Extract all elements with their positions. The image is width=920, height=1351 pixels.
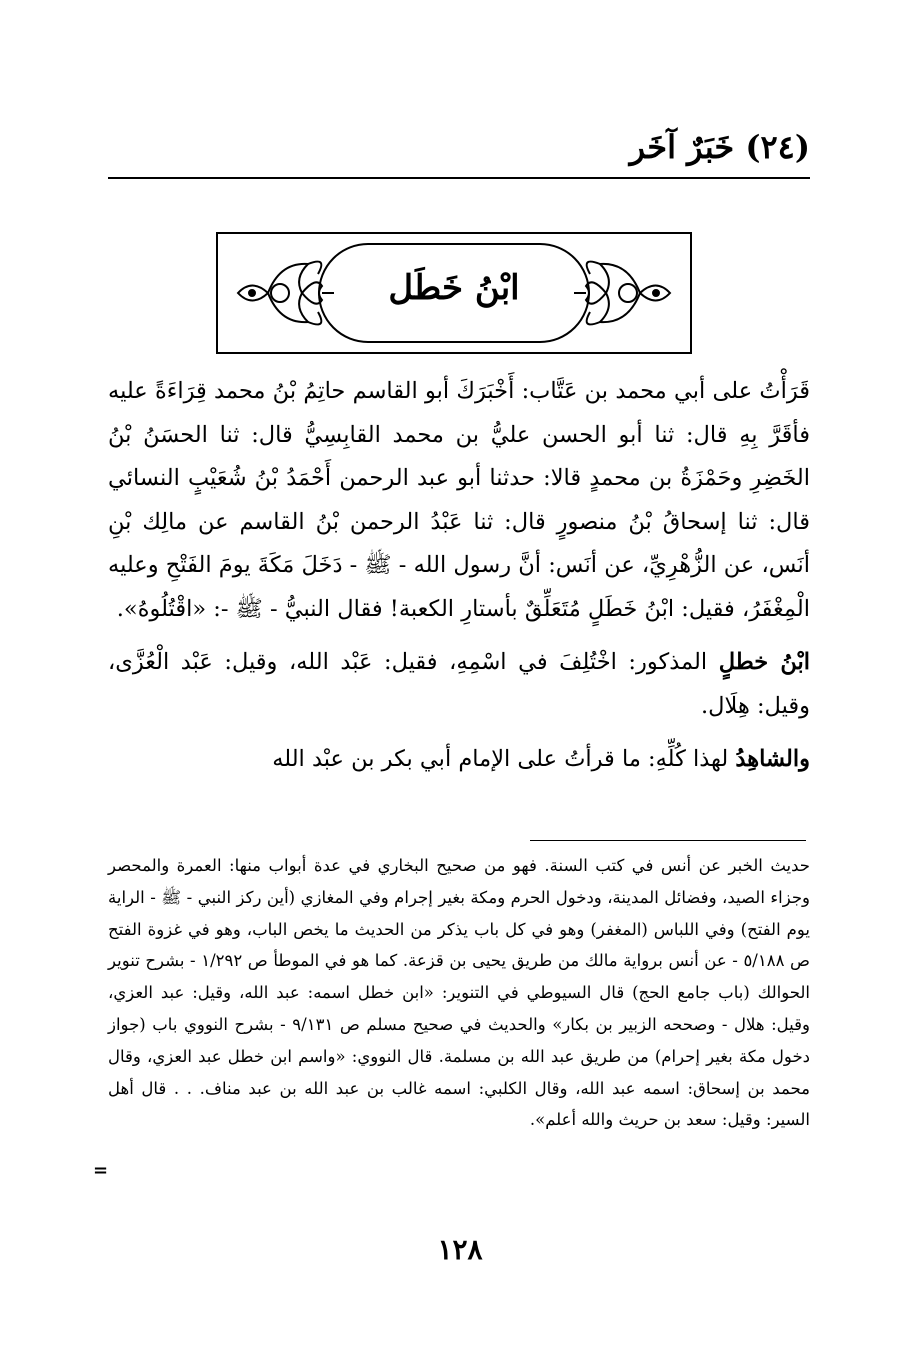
paragraph-text: لهذا كُلِّهِ: ما قرأتُ على الإمام أبي بكر بن عبْد الله bbox=[272, 746, 736, 772]
paragraph-text: المذكور: اخْتُلِفَ في اسْمِهِ، فقيل: عَبْد الله، وقيل: عَبْد الْعُزَّى، وقيل: هِلَال. bbox=[108, 649, 810, 719]
page-number: ١٢٨ bbox=[437, 1233, 483, 1266]
chapter-title: (٢٤) خَبَرٌ آخَر bbox=[629, 128, 810, 166]
footnote: حديث الخبر عن أنس في كتب السنة. فهو من صحيح البخاري في عدة أبواب منها: العمرة والمحصر وجزاء الصيد، وفضائل المدينة، ودخول الحرم ومكة بغير إجرام وفي المغازي (أين ركز النبي - ﷺ - الراية يوم الفتح) وفي اللباس (المغفر) وهو في كل باب يذكر من الحديث ما يخص الباب، وهو في غزوة الفتح ص ٥/١٨٨ - عن أنس برواية مالك من طريق يحيى بن قزعة. كما هو في الموطأ ص ١/٢٩٢ - بشرح تنوير الحوالك (باب جامع الحج) قال السيوطي في التنوير: «ابن خطل اسمه: عبد الله، وقيل: عبد العزي، وقيل: هلال - وصححه الزبير بن بكار» والحديث في صحيح مسلم ص ٩/١٣١ - بشرح النووي باب (جواز دخول مكة بغير إحرام) من طريق عبد الله بن مسلمة. قال النووي: «واسم ابن خطل عبد العزي، وقال محمد بن إسحاق: اسمه عبد الله، وقال الكلبي: اسمه غالب بن عبد الله بن عبد مناف. . . قال أهل السير: وقيل: سعد بن حريث والله أعلم». bbox=[108, 856, 811, 1130]
paragraph-lead: ابْنُ خطلٍ bbox=[718, 649, 810, 675]
paragraph-lead: والشاهِدُ bbox=[735, 746, 810, 772]
paragraph-name-note bbox=[108, 641, 810, 728]
section-title: ابْنُ خَطَل bbox=[388, 268, 520, 308]
footnote-separator bbox=[530, 840, 806, 841]
continuation-mark: = bbox=[93, 1160, 109, 1181]
title-frame bbox=[216, 232, 692, 354]
header-rule bbox=[108, 177, 810, 179]
main-text bbox=[108, 370, 810, 782]
paragraph-isnad: قَرَأْتُ على أبي محمد بن عَتَّاب: أَخْبَرَكَ أبو القاسم حاتِمُ بْنُ محمد قِرَاءَةً عليه فأقَرَّ بِهِ قال: ثنا أبو الحسن عليُّ بن محمد القابِسِيُّ قال: ثنا الحسَنُ بْنُ الخَضِرِ وحَمْزَةُ بن محمدٍ قالا: حدثنا أبو عبد الرحمن أَحْمَدُ بْنُ شُعَيْبٍ النسائي قال: ثنا إسحاقُ بْنُ منصورٍ قال: ثنا عَبْدُ الرحمن بْنُ القاسم عن مالِك بْنِ أنَس، عن الزُّهْرِيِّ، عن أنَس: أنَّ رسول الله - ﷺ - دَخَلَ مَكَةَ يومَ الفَتْحِ وعليه الْمِغْفَرُ، فقيل: ابْنُ خَطَلٍ مُتَعَلِّقٌ بأستارِ الكعبة! فقال النبيُّ - ﷺ -: «اقْتُلُوهُ». bbox=[108, 378, 810, 622]
paragraph-witness bbox=[108, 738, 810, 782]
